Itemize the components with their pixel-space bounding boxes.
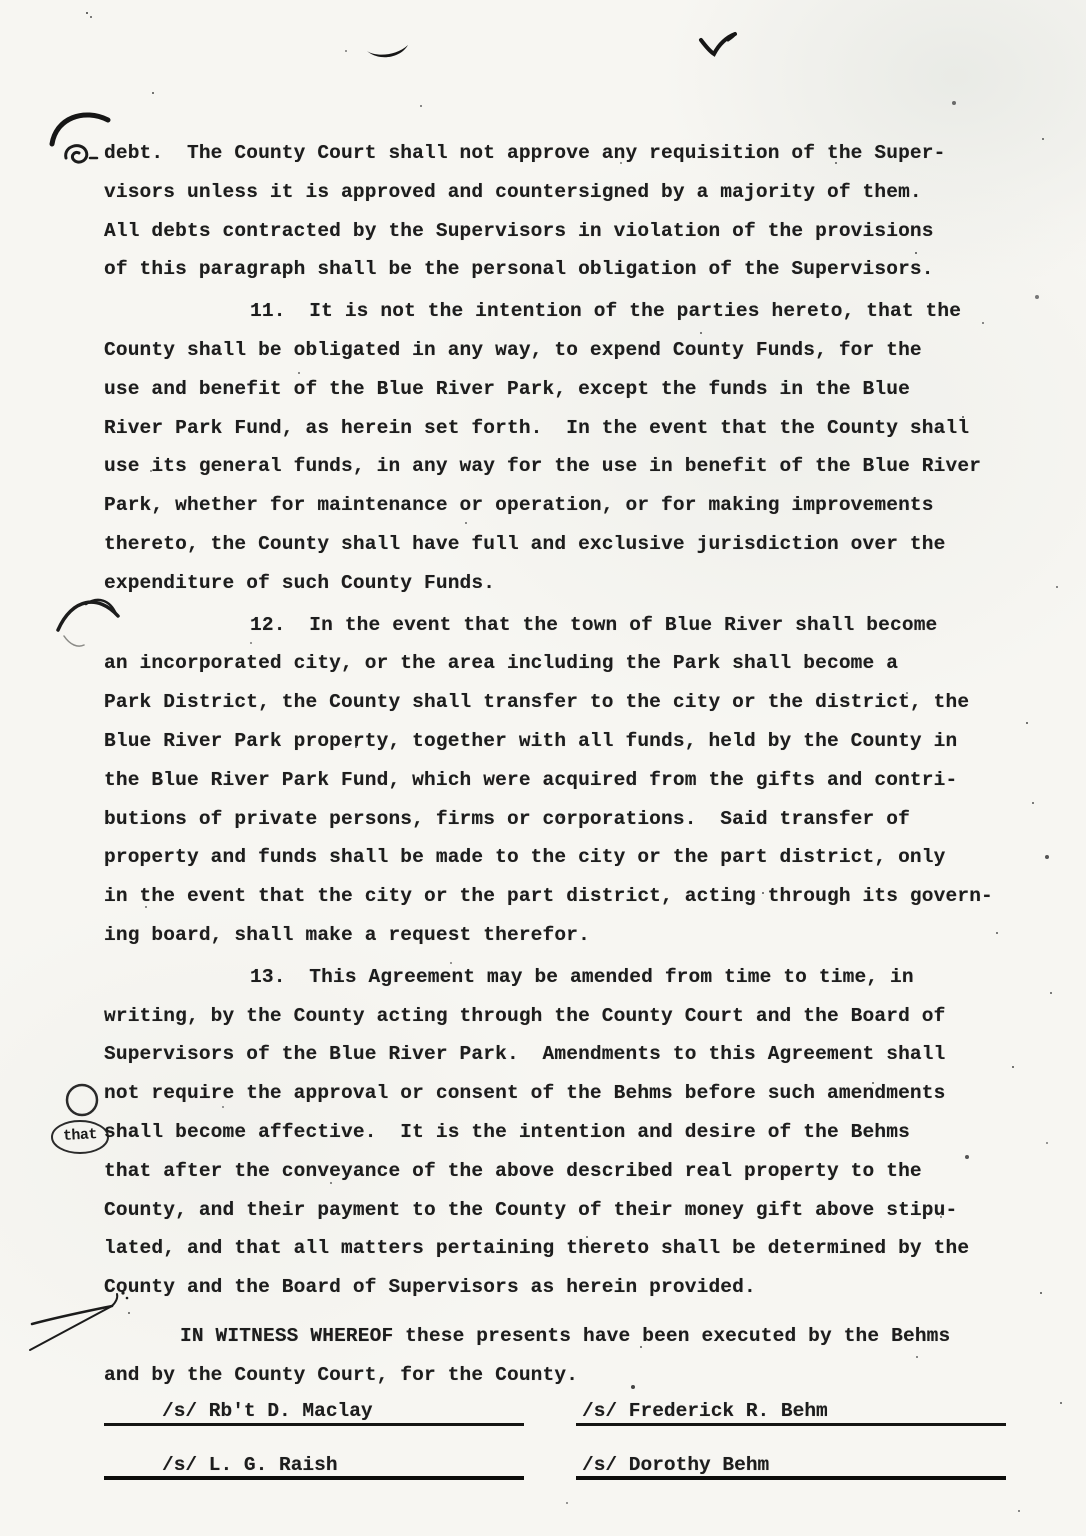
text-line: use and benefit of the Blue River Park, except the funds in the Blue	[104, 377, 910, 400]
text-line: Blue River Park property, together with all funds, held by the County in	[104, 729, 958, 752]
text-line: thereto, the County shall have full and exclusive jurisdiction over the	[104, 532, 946, 555]
text-line: debt. The County Court shall not approve any requisition of the Super-	[104, 142, 946, 164]
text-line: shall become affective. It is the intention and desire of the Behms	[104, 1120, 910, 1143]
signature-left: /s/ Rb't D. Maclay	[104, 1396, 524, 1426]
paragraph	[104, 958, 1016, 1307]
text-line: not require the approval or consent of the Behms before such amendments	[104, 1082, 946, 1105]
text-line: writing, by the County acting through the County Court and the Board of	[104, 1004, 946, 1027]
text-line: and by the County Court, for the County.	[104, 1363, 579, 1386]
text-line: that after the conveyance of the above described real property to the	[104, 1159, 922, 1182]
text-line: lated, and that all matters pertaining thereto shall be determined by the	[104, 1237, 970, 1260]
scan-specks	[0, 0, 2, 2]
circled-note-text: that	[62, 1126, 98, 1145]
text-line: expenditure of such County Funds.	[104, 571, 496, 594]
text-line: ing board, shall make a request therefor.	[104, 923, 590, 946]
document-body	[104, 134, 1016, 1395]
signature-row	[104, 1396, 1016, 1426]
check-mark-icon	[366, 42, 410, 68]
paragraph	[104, 134, 1016, 289]
text-line: Supervisors of the Blue River Park. Amendments to this Agreement shall	[104, 1043, 946, 1066]
signature-right: /s/ Dorothy Behm	[576, 1450, 1006, 1480]
text-line: Park, whether for maintenance or operation, or for making improvements	[104, 494, 934, 517]
paragraph	[104, 292, 1016, 602]
text-line: All debts contracted by the Supervisors in violation of the provisions	[104, 219, 934, 242]
text-line: in the event that the city or the part district, acting through its govern-	[104, 885, 993, 908]
text-line: Park District, the County shall transfer to the city or the district, the	[104, 691, 970, 714]
paragraph	[104, 1317, 1016, 1395]
text-line: 13. This Agreement may be amended from time to time, in	[250, 965, 914, 988]
text-line: property and funds shall be made to the city or the part district, only	[104, 846, 946, 869]
text-line: County, and their payment to the County of their money gift above stipu-	[104, 1198, 958, 1221]
paragraph	[104, 606, 1016, 955]
text-line: visors unless it is approved and countersigned by a majority of them.	[104, 180, 922, 203]
text-line: an incorporated city, or the area including the Park shall become a	[104, 652, 899, 675]
signature-right: /s/ Frederick R. Behm	[576, 1396, 1006, 1426]
text-line: the Blue River Park Fund, which were acquired from the gifts and contri-	[104, 768, 958, 791]
signature-left: /s/ L. G. Raish	[104, 1450, 524, 1480]
text-line: IN WITNESS WHEREOF these presents have been executed by the Behms	[180, 1324, 951, 1347]
text-line: of this paragraph shall be the personal obligation of the Supervisors.	[104, 258, 934, 281]
text-line: County and the Board of Supervisors as herein provided.	[104, 1276, 756, 1299]
signature-block	[104, 1396, 1016, 1480]
text-line: 11. It is not the intention of the parties hereto, that the	[250, 300, 962, 323]
text-line: butions of private persons, firms or corporations. Said transfer of	[104, 807, 910, 830]
text-line: River Park Fund, as herein set forth. In the event that the County shall	[104, 416, 970, 439]
signature-row	[104, 1450, 1016, 1480]
text-line: use its general funds, in any way for the use in benefit of the Blue River	[104, 455, 982, 478]
check-mark-icon	[698, 30, 738, 62]
text-line: County shall be obligated in any way, to expend County Funds, for the	[104, 338, 922, 361]
text-line: 12. In the event that the town of Blue River shall become	[250, 613, 938, 636]
